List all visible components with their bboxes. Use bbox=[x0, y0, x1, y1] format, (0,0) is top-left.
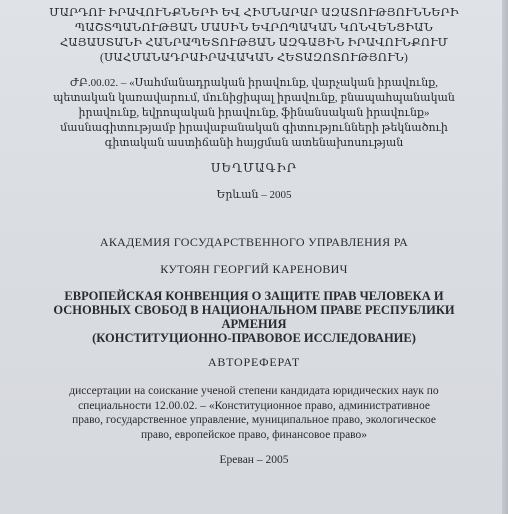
armenian-doc-type: ՍԵՂՄԱԳԻՐ bbox=[210, 161, 298, 175]
armenian-specialty-line: իրավունք, եվրոպական իրավունք, ֆինանսական իրավունք» bbox=[78, 107, 430, 119]
dissertation-title-line: АРМЕНИЯ bbox=[221, 317, 287, 331]
armenian-title-line: ՄԱՐԴՈՒ ԻՐԱՎՈՒՆՔՆԵՐԻ ԵՎ ՀԻՄՆԱՐԱՐ ԱԶԱՏՈՒԹՅՈՒՆՆԵՐԻ bbox=[49, 7, 459, 19]
document-type: АВТОРЕФЕРАТ bbox=[207, 355, 301, 369]
degree-description bbox=[19, 384, 489, 442]
author-name: КУТОЯН ГЕОРГИЙ КАРЕНОВИЧ bbox=[160, 262, 348, 276]
armenian-specialty-line: մասնագիտությամբ իրավաբանական գիտությունների թեկնածուի bbox=[60, 122, 448, 134]
armenian-specialty-line: ԺԲ.00.02. – «Սահմանադրական իրավունք, վարչական իրավունք, bbox=[69, 77, 439, 89]
armenian-title-line: ՀԱՅԱՍՏԱՆԻ ՀԱՆՐԱՊԵՏՈՒԹՅԱՆ ԱԶԳԱՅԻՆ ԻՐԱՎՈՒՆՔՈՒՄ bbox=[59, 37, 449, 49]
dissertation-title-line: (КОНСТИТУЦИОННО-ПРАВОВОЕ ИССЛЕДОВАНИЕ) bbox=[92, 331, 416, 345]
degree-description-line: право, государственное управление, муниципальное право, экологическое bbox=[72, 414, 436, 426]
armenian-specialty-line: պետական կառավարում, մունիցիպալ իրավունք, բնապահպանական bbox=[53, 92, 455, 104]
dissertation-title-line: ОСНОВНЫХ СВОБОД В НАЦИОНАЛЬНОМ ПРАВЕ РЕСПУБЛИКИ bbox=[53, 303, 455, 317]
armenian-title-line: (ՍԱՀՄԱՆԱԴՐԱԻՐԱՎԱԿԱՆ ՀԵՏԱԶՈՏՈՒԹՅՈՒՆ) bbox=[99, 52, 409, 64]
armenian-title bbox=[19, 6, 489, 66]
dissertation-title-line: ЕВРОПЕЙСКАЯ КОНВЕНЦИЯ О ЗАЩИТЕ ПРАВ ЧЕЛОВЕКА И bbox=[64, 289, 444, 303]
place-year: Ереван – 2005 bbox=[219, 454, 289, 466]
armenian-title-line: ՊԱՇՏՊԱՆՈՒԹՅԱՆ ՄԱՍԻՆ ԵՎՐՈՊԱԿԱՆ ԿՈՆՎԵՆՑԻԱՆ bbox=[74, 22, 433, 34]
degree-description-line: диссертации на соискание ученой степени кандидата юридических наук по bbox=[69, 385, 439, 397]
academy-name: АКАДЕМИЯ ГОСУДАРСТВЕННОГО УПРАВЛЕНИЯ РА bbox=[99, 235, 409, 249]
page-edge bbox=[502, 0, 508, 514]
armenian-place-year: Երևան – 2005 bbox=[216, 189, 292, 201]
degree-description-line: право, европейское право, финансовое право» bbox=[140, 428, 368, 441]
dissertation-title bbox=[24, 289, 484, 345]
armenian-specialty bbox=[39, 76, 469, 151]
armenian-specialty-line: գիտական աստիճանի հայցման ատենախոսության bbox=[104, 137, 404, 149]
degree-description-line: специальности 12.00.02. – «Конституционное право, административное bbox=[78, 399, 430, 412]
